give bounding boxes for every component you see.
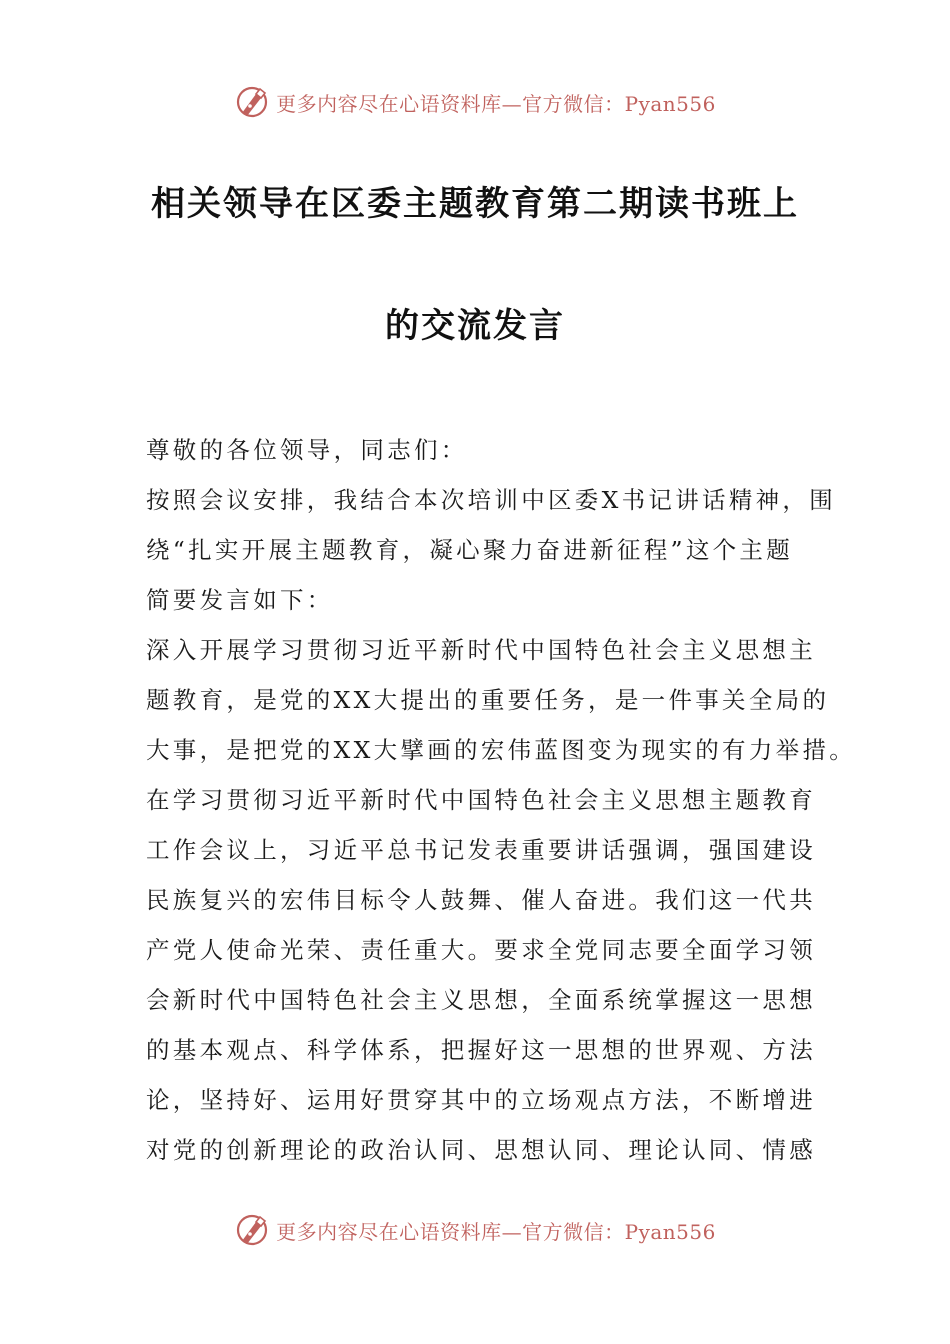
body-line: 的基本观点、科学体系，把握好这一思想的世界观、方法 (146, 1036, 816, 1064)
pen-nib-icon (234, 84, 270, 120)
body-line: 对党的创新理论的政治认同、思想认同、理论认同、情感 (146, 1136, 816, 1164)
body-line: 论，坚持好、运用好贯穿其中的立场观点方法，不断增进 (146, 1086, 816, 1114)
body-line: 简要发言如下： (146, 586, 334, 614)
body-line: 按照会议安排，我结合本次培训中区委X书记讲话精神，围 (146, 486, 837, 514)
body-line: 尊敬的各位领导，同志们： (146, 436, 468, 464)
body-line: 民族复兴的宏伟目标令人鼓舞、催人奋进。我们这一代共 (146, 886, 816, 914)
document-title-line-2: 的交流发言 (385, 306, 565, 346)
body-line: 产党人使命光荣、责任重大。要求全党同志要全面学习领 (146, 936, 816, 964)
document-body (146, 430, 857, 1180)
body-line: 大事，是把党的XX大擘画的宏伟蓝图变为现实的有力举措。 (146, 736, 857, 764)
body-line: 会新时代中国特色社会主义思想，全面系统掌握这一思想 (146, 986, 816, 1014)
watermark-footer (0, 1210, 950, 1250)
watermark-text: 更多内容尽在心语资料库—官方微信：Pyan556 (276, 1219, 716, 1244)
body-line: 深入开展学习贯彻习近平新时代中国特色社会主义思想主 (146, 636, 816, 664)
pen-nib-icon (234, 1212, 270, 1248)
body-line: 工作会议上，习近平总书记发表重要讲话强调，强国建设 (146, 836, 816, 864)
watermark-header (0, 82, 950, 122)
body-line: 绕“扎实开展主题教育，凝心聚力奋进新征程”这个主题 (146, 536, 794, 564)
document-title-line-1: 相关领导在区委主题教育第二期读书班上 (151, 184, 799, 224)
body-line: 题教育，是党的XX大提出的重要任务，是一件事关全局的 (146, 686, 830, 714)
watermark-text: 更多内容尽在心语资料库—官方微信：Pyan556 (276, 91, 716, 116)
body-line: 在学习贯彻习近平新时代中国特色社会主义思想主题教育 (146, 786, 816, 814)
